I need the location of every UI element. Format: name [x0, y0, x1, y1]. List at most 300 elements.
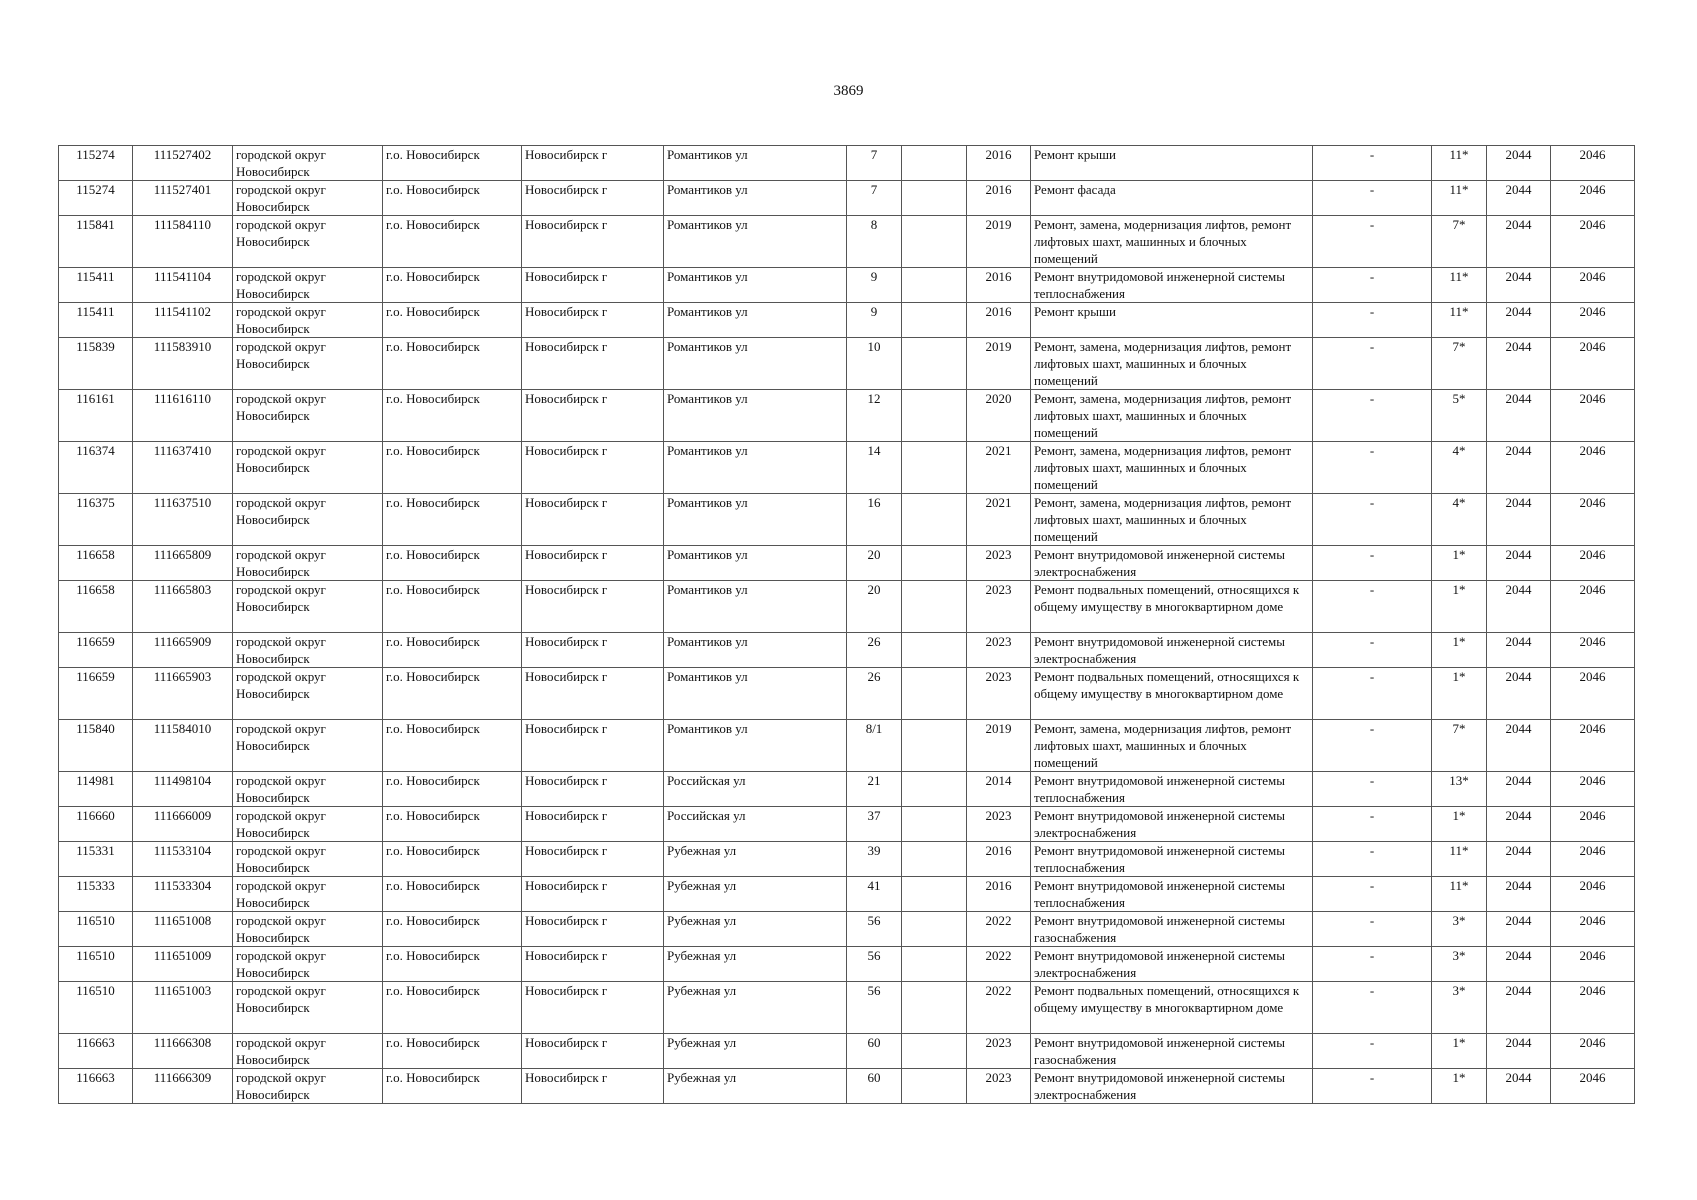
cell-okrug: городской округ Новосибирск — [233, 303, 383, 338]
cell-year-end: 2046 — [1551, 581, 1635, 633]
cell-work: Ремонт внутридомовой инженерной системы теплоснабжения — [1031, 842, 1313, 877]
cell-go: г.о. Новосибирск — [383, 633, 522, 668]
cell-city: Новосибирск г — [522, 1069, 664, 1104]
cell-work: Ремонт подвальных помещений, относящихся к общему имуществу в многоквартирном доме — [1031, 982, 1313, 1034]
cell-house: 21 — [847, 772, 902, 807]
cell-code: 111541102 — [133, 303, 233, 338]
cell-year-end: 2046 — [1551, 390, 1635, 442]
table-row — [59, 668, 1635, 720]
cell-city: Новосибирск г — [522, 912, 664, 947]
cell-year-end: 2046 — [1551, 947, 1635, 982]
cell-year: 2023 — [967, 1069, 1031, 1104]
cell-street: Рубежная ул — [664, 982, 847, 1034]
cell-term: 1* — [1432, 546, 1487, 581]
cell-code: 111533304 — [133, 877, 233, 912]
cell-okrug: городской округ Новосибирск — [233, 912, 383, 947]
cell-city: Новосибирск г — [522, 772, 664, 807]
cell-work: Ремонт, замена, модернизация лифтов, ремонт лифтовых шахт, машинных и блочных помещений — [1031, 390, 1313, 442]
table-row — [59, 720, 1635, 772]
cell-street: Романтиков ул — [664, 668, 847, 720]
cell-year: 2023 — [967, 546, 1031, 581]
cell-extra — [902, 390, 967, 442]
cell-house: 39 — [847, 842, 902, 877]
cell-work: Ремонт внутридомовой инженерной системы теплоснабжения — [1031, 877, 1313, 912]
cell-extra — [902, 772, 967, 807]
cell-id: 115841 — [59, 216, 133, 268]
cell-work: Ремонт внутридомовой инженерной системы электроснабжения — [1031, 947, 1313, 982]
cell-street: Рубежная ул — [664, 1069, 847, 1104]
cell-house: 8 — [847, 216, 902, 268]
cell-id: 115274 — [59, 146, 133, 181]
cell-work: Ремонт внутридомовой инженерной системы электроснабжения — [1031, 807, 1313, 842]
cell-work: Ремонт, замена, модернизация лифтов, ремонт лифтовых шахт, машинных и блочных помещений — [1031, 442, 1313, 494]
cell-city: Новосибирск г — [522, 877, 664, 912]
cell-go: г.о. Новосибирск — [383, 807, 522, 842]
cell-code: 111527401 — [133, 181, 233, 216]
cell-work: Ремонт внутридомовой инженерной системы газоснабжения — [1031, 1034, 1313, 1069]
cell-year-start: 2044 — [1487, 772, 1551, 807]
cell-dash: - — [1313, 1069, 1432, 1104]
cell-street: Рубежная ул — [664, 947, 847, 982]
cell-okrug: городской округ Новосибирск — [233, 216, 383, 268]
cell-work: Ремонт подвальных помещений, относящихся к общему имуществу в многоквартирном доме — [1031, 581, 1313, 633]
cell-house: 37 — [847, 807, 902, 842]
cell-okrug: городской округ Новосибирск — [233, 546, 383, 581]
cell-id: 116510 — [59, 982, 133, 1034]
cell-extra — [902, 877, 967, 912]
cell-year: 2016 — [967, 303, 1031, 338]
cell-go: г.о. Новосибирск — [383, 947, 522, 982]
cell-extra — [902, 668, 967, 720]
cell-year-end: 2046 — [1551, 1034, 1635, 1069]
cell-code: 111665803 — [133, 581, 233, 633]
cell-dash: - — [1313, 947, 1432, 982]
cell-term: 3* — [1432, 912, 1487, 947]
cell-code: 111665903 — [133, 668, 233, 720]
cell-okrug: городской округ Новосибирск — [233, 807, 383, 842]
cell-extra — [902, 982, 967, 1034]
cell-city: Новосибирск г — [522, 842, 664, 877]
cell-city: Новосибирск г — [522, 442, 664, 494]
cell-id: 114981 — [59, 772, 133, 807]
cell-id: 116658 — [59, 546, 133, 581]
cell-year: 2023 — [967, 581, 1031, 633]
cell-dash: - — [1313, 390, 1432, 442]
table-row — [59, 338, 1635, 390]
cell-dash: - — [1313, 216, 1432, 268]
cell-go: г.о. Новосибирск — [383, 268, 522, 303]
cell-code: 111498104 — [133, 772, 233, 807]
cell-go: г.о. Новосибирск — [383, 442, 522, 494]
cell-go: г.о. Новосибирск — [383, 720, 522, 772]
cell-house: 56 — [847, 912, 902, 947]
cell-year: 2022 — [967, 912, 1031, 947]
cell-year: 2016 — [967, 146, 1031, 181]
cell-year: 2020 — [967, 390, 1031, 442]
cell-year-end: 2046 — [1551, 442, 1635, 494]
cell-extra — [902, 1069, 967, 1104]
cell-code: 111666009 — [133, 807, 233, 842]
cell-code: 111651009 — [133, 947, 233, 982]
cell-okrug: городской округ Новосибирск — [233, 181, 383, 216]
cell-year-start: 2044 — [1487, 494, 1551, 546]
cell-id: 115411 — [59, 303, 133, 338]
cell-street: Романтиков ул — [664, 581, 847, 633]
cell-code: 111637510 — [133, 494, 233, 546]
cell-id: 115331 — [59, 842, 133, 877]
cell-dash: - — [1313, 442, 1432, 494]
cell-year: 2016 — [967, 181, 1031, 216]
cell-code: 111583910 — [133, 338, 233, 390]
cell-code: 111666309 — [133, 1069, 233, 1104]
table-row — [59, 216, 1635, 268]
cell-code: 111651003 — [133, 982, 233, 1034]
cell-year-start: 2044 — [1487, 216, 1551, 268]
cell-work: Ремонт внутридомовой инженерной системы теплоснабжения — [1031, 772, 1313, 807]
cell-year: 2019 — [967, 338, 1031, 390]
cell-go: г.о. Новосибирск — [383, 303, 522, 338]
table-row — [59, 303, 1635, 338]
cell-dash: - — [1313, 181, 1432, 216]
cell-year-end: 2046 — [1551, 181, 1635, 216]
cell-city: Новосибирск г — [522, 807, 664, 842]
cell-term: 1* — [1432, 668, 1487, 720]
cell-street: Романтиков ул — [664, 338, 847, 390]
cell-code: 111666308 — [133, 1034, 233, 1069]
cell-id: 116663 — [59, 1034, 133, 1069]
cell-extra — [902, 912, 967, 947]
cell-term: 4* — [1432, 494, 1487, 546]
cell-go: г.о. Новосибирск — [383, 1034, 522, 1069]
cell-year-end: 2046 — [1551, 982, 1635, 1034]
cell-dash: - — [1313, 303, 1432, 338]
table-row — [59, 181, 1635, 216]
table-row — [59, 912, 1635, 947]
cell-city: Новосибирск г — [522, 216, 664, 268]
cell-code: 111665809 — [133, 546, 233, 581]
cell-house: 60 — [847, 1069, 902, 1104]
cell-term: 11* — [1432, 303, 1487, 338]
registry-table — [58, 145, 1635, 1104]
cell-go: г.о. Новосибирск — [383, 772, 522, 807]
cell-work: Ремонт внутридомовой инженерной системы электроснабжения — [1031, 546, 1313, 581]
cell-street: Романтиков ул — [664, 546, 847, 581]
cell-go: г.о. Новосибирск — [383, 146, 522, 181]
table-row — [59, 494, 1635, 546]
cell-house: 56 — [847, 947, 902, 982]
cell-okrug: городской округ Новосибирск — [233, 877, 383, 912]
cell-year: 2016 — [967, 268, 1031, 303]
table-row — [59, 390, 1635, 442]
cell-id: 116659 — [59, 633, 133, 668]
cell-year-start: 2044 — [1487, 668, 1551, 720]
cell-extra — [902, 842, 967, 877]
cell-year-end: 2046 — [1551, 807, 1635, 842]
cell-house: 26 — [847, 668, 902, 720]
cell-year: 2021 — [967, 494, 1031, 546]
cell-year: 2023 — [967, 807, 1031, 842]
cell-term: 11* — [1432, 181, 1487, 216]
cell-year: 2023 — [967, 633, 1031, 668]
cell-go: г.о. Новосибирск — [383, 338, 522, 390]
cell-okrug: городской округ Новосибирск — [233, 390, 383, 442]
cell-street: Рубежная ул — [664, 1034, 847, 1069]
cell-okrug: городской округ Новосибирск — [233, 633, 383, 668]
cell-work: Ремонт фасада — [1031, 181, 1313, 216]
cell-city: Новосибирск г — [522, 546, 664, 581]
cell-term: 7* — [1432, 216, 1487, 268]
cell-street: Романтиков ул — [664, 216, 847, 268]
cell-year: 2019 — [967, 720, 1031, 772]
cell-code: 111541104 — [133, 268, 233, 303]
cell-id: 116161 — [59, 390, 133, 442]
cell-code: 111533104 — [133, 842, 233, 877]
page-number: 3869 — [833, 83, 864, 99]
cell-year-end: 2046 — [1551, 338, 1635, 390]
cell-go: г.о. Новосибирск — [383, 668, 522, 720]
cell-id: 116660 — [59, 807, 133, 842]
cell-go: г.о. Новосибирск — [383, 181, 522, 216]
cell-id: 116374 — [59, 442, 133, 494]
cell-dash: - — [1313, 1034, 1432, 1069]
cell-year-start: 2044 — [1487, 390, 1551, 442]
cell-year-start: 2044 — [1487, 1069, 1551, 1104]
cell-dash: - — [1313, 494, 1432, 546]
cell-year-start: 2044 — [1487, 912, 1551, 947]
cell-term: 1* — [1432, 1069, 1487, 1104]
cell-extra — [902, 216, 967, 268]
cell-house: 9 — [847, 268, 902, 303]
cell-work: Ремонт, замена, модернизация лифтов, ремонт лифтовых шахт, машинных и блочных помещений — [1031, 338, 1313, 390]
cell-code: 111527402 — [133, 146, 233, 181]
cell-street: Романтиков ул — [664, 390, 847, 442]
cell-year-start: 2044 — [1487, 720, 1551, 772]
cell-id: 115333 — [59, 877, 133, 912]
table-row — [59, 1034, 1635, 1069]
cell-street: Романтиков ул — [664, 633, 847, 668]
cell-term: 11* — [1432, 842, 1487, 877]
cell-work: Ремонт, замена, модернизация лифтов, ремонт лифтовых шахт, машинных и блочных помещений — [1031, 720, 1313, 772]
cell-house: 8/1 — [847, 720, 902, 772]
cell-year: 2019 — [967, 216, 1031, 268]
cell-year-end: 2046 — [1551, 842, 1635, 877]
cell-house: 20 — [847, 546, 902, 581]
cell-city: Новосибирск г — [522, 303, 664, 338]
cell-id: 116375 — [59, 494, 133, 546]
cell-okrug: городской округ Новосибирск — [233, 581, 383, 633]
cell-year-end: 2046 — [1551, 912, 1635, 947]
cell-okrug: городской округ Новосибирск — [233, 668, 383, 720]
cell-extra — [902, 442, 967, 494]
cell-id: 116510 — [59, 912, 133, 947]
cell-go: г.о. Новосибирск — [383, 982, 522, 1034]
cell-year-end: 2046 — [1551, 146, 1635, 181]
cell-work: Ремонт, замена, модернизация лифтов, ремонт лифтовых шахт, машинных и блочных помещений — [1031, 494, 1313, 546]
cell-work: Ремонт крыши — [1031, 303, 1313, 338]
cell-dash: - — [1313, 912, 1432, 947]
cell-dash: - — [1313, 772, 1432, 807]
cell-year-start: 2044 — [1487, 633, 1551, 668]
cell-term: 3* — [1432, 982, 1487, 1034]
cell-year-start: 2044 — [1487, 947, 1551, 982]
cell-id: 115411 — [59, 268, 133, 303]
cell-code: 111584110 — [133, 216, 233, 268]
cell-year-end: 2046 — [1551, 268, 1635, 303]
cell-dash: - — [1313, 982, 1432, 1034]
cell-id: 115839 — [59, 338, 133, 390]
cell-term: 1* — [1432, 1034, 1487, 1069]
cell-dash: - — [1313, 807, 1432, 842]
cell-city: Новосибирск г — [522, 668, 664, 720]
cell-street: Российская ул — [664, 807, 847, 842]
cell-city: Новосибирск г — [522, 720, 664, 772]
cell-year-end: 2046 — [1551, 546, 1635, 581]
cell-go: г.о. Новосибирск — [383, 494, 522, 546]
cell-city: Новосибирск г — [522, 581, 664, 633]
cell-street: Романтиков ул — [664, 181, 847, 216]
cell-go: г.о. Новосибирск — [383, 581, 522, 633]
table-body — [59, 146, 1635, 1104]
table-row — [59, 268, 1635, 303]
cell-okrug: городской округ Новосибирск — [233, 720, 383, 772]
cell-year-start: 2044 — [1487, 581, 1551, 633]
table-row — [59, 877, 1635, 912]
cell-extra — [902, 720, 967, 772]
cell-house: 9 — [847, 303, 902, 338]
cell-house: 14 — [847, 442, 902, 494]
cell-house: 41 — [847, 877, 902, 912]
cell-id: 115274 — [59, 181, 133, 216]
cell-work: Ремонт внутридомовой инженерной системы электроснабжения — [1031, 1069, 1313, 1104]
cell-street: Рубежная ул — [664, 877, 847, 912]
cell-year: 2023 — [967, 668, 1031, 720]
cell-year-end: 2046 — [1551, 1069, 1635, 1104]
cell-house: 10 — [847, 338, 902, 390]
cell-extra — [902, 181, 967, 216]
cell-year-end: 2046 — [1551, 216, 1635, 268]
cell-okrug: городской округ Новосибирск — [233, 1069, 383, 1104]
cell-work: Ремонт крыши — [1031, 146, 1313, 181]
cell-id: 116510 — [59, 947, 133, 982]
cell-street: Романтиков ул — [664, 720, 847, 772]
cell-go: г.о. Новосибирск — [383, 216, 522, 268]
cell-okrug: городской округ Новосибирск — [233, 494, 383, 546]
cell-go: г.о. Новосибирск — [383, 546, 522, 581]
cell-extra — [902, 146, 967, 181]
cell-house: 56 — [847, 982, 902, 1034]
cell-term: 7* — [1432, 720, 1487, 772]
cell-code: 111584010 — [133, 720, 233, 772]
table-row — [59, 772, 1635, 807]
cell-street: Российская ул — [664, 772, 847, 807]
cell-dash: - — [1313, 338, 1432, 390]
cell-id: 116658 — [59, 581, 133, 633]
cell-year-start: 2044 — [1487, 1034, 1551, 1069]
cell-year: 2021 — [967, 442, 1031, 494]
cell-id: 116659 — [59, 668, 133, 720]
cell-dash: - — [1313, 877, 1432, 912]
cell-work: Ремонт, замена, модернизация лифтов, ремонт лифтовых шахт, машинных и блочных помещений — [1031, 216, 1313, 268]
cell-dash: - — [1313, 146, 1432, 181]
cell-house: 16 — [847, 494, 902, 546]
cell-year-end: 2046 — [1551, 720, 1635, 772]
cell-year-start: 2044 — [1487, 982, 1551, 1034]
cell-year-end: 2046 — [1551, 303, 1635, 338]
cell-city: Новосибирск г — [522, 268, 664, 303]
cell-house: 12 — [847, 390, 902, 442]
cell-city: Новосибирск г — [522, 947, 664, 982]
cell-code: 111616110 — [133, 390, 233, 442]
cell-extra — [902, 807, 967, 842]
cell-extra — [902, 303, 967, 338]
cell-extra — [902, 546, 967, 581]
cell-house: 7 — [847, 181, 902, 216]
cell-year: 2022 — [967, 947, 1031, 982]
cell-year: 2022 — [967, 982, 1031, 1034]
cell-term: 11* — [1432, 268, 1487, 303]
table-row — [59, 842, 1635, 877]
cell-year-end: 2046 — [1551, 494, 1635, 546]
cell-year: 2016 — [967, 877, 1031, 912]
cell-term: 11* — [1432, 877, 1487, 912]
cell-extra — [902, 633, 967, 668]
table-row — [59, 1069, 1635, 1104]
cell-dash: - — [1313, 633, 1432, 668]
cell-street: Романтиков ул — [664, 494, 847, 546]
cell-year: 2016 — [967, 842, 1031, 877]
cell-dash: - — [1313, 268, 1432, 303]
cell-city: Новосибирск г — [522, 146, 664, 181]
cell-okrug: городской округ Новосибирск — [233, 982, 383, 1034]
cell-year-start: 2044 — [1487, 146, 1551, 181]
cell-city: Новосибирск г — [522, 982, 664, 1034]
cell-year: 2014 — [967, 772, 1031, 807]
cell-okrug: городской округ Новосибирск — [233, 268, 383, 303]
cell-okrug: городской округ Новосибирск — [233, 1034, 383, 1069]
cell-term: 1* — [1432, 807, 1487, 842]
cell-dash: - — [1313, 668, 1432, 720]
cell-go: г.о. Новосибирск — [383, 912, 522, 947]
cell-year-start: 2044 — [1487, 842, 1551, 877]
cell-extra — [902, 1034, 967, 1069]
cell-work: Ремонт подвальных помещений, относящихся к общему имуществу в многоквартирном доме — [1031, 668, 1313, 720]
cell-street: Романтиков ул — [664, 442, 847, 494]
cell-year-start: 2044 — [1487, 442, 1551, 494]
table-row — [59, 442, 1635, 494]
cell-term: 13* — [1432, 772, 1487, 807]
cell-year-start: 2044 — [1487, 546, 1551, 581]
cell-term: 1* — [1432, 581, 1487, 633]
table-row — [59, 633, 1635, 668]
cell-okrug: городской округ Новосибирск — [233, 772, 383, 807]
cell-extra — [902, 338, 967, 390]
cell-year-end: 2046 — [1551, 877, 1635, 912]
cell-street: Рубежная ул — [664, 842, 847, 877]
table-row — [59, 146, 1635, 181]
cell-city: Новосибирск г — [522, 338, 664, 390]
cell-dash: - — [1313, 581, 1432, 633]
cell-year-start: 2044 — [1487, 338, 1551, 390]
cell-code: 111637410 — [133, 442, 233, 494]
cell-house: 26 — [847, 633, 902, 668]
table-row — [59, 546, 1635, 581]
cell-code: 111651008 — [133, 912, 233, 947]
table-row — [59, 807, 1635, 842]
cell-work: Ремонт внутридомовой инженерной системы газоснабжения — [1031, 912, 1313, 947]
cell-city: Новосибирск г — [522, 181, 664, 216]
cell-term: 11* — [1432, 146, 1487, 181]
cell-street: Романтиков ул — [664, 268, 847, 303]
